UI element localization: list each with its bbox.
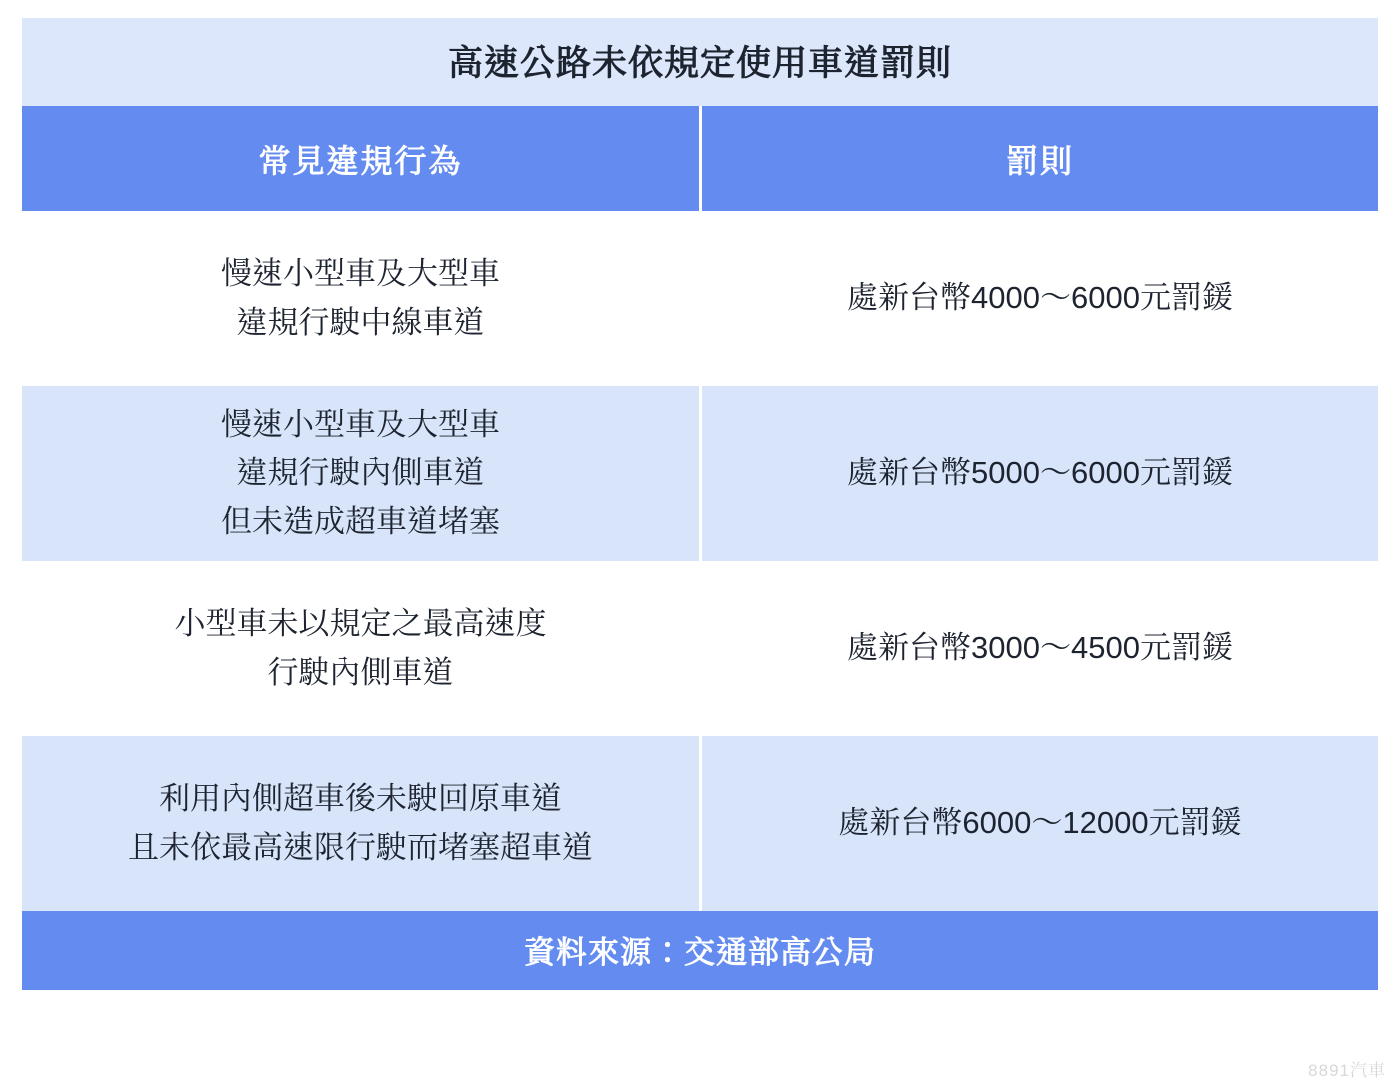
table-source-row bbox=[22, 911, 1378, 990]
behavior-line: 且未依最高速限行駛而堵塞超車道 bbox=[128, 829, 593, 865]
behavior-line: 違規行駛內側車道 bbox=[236, 455, 485, 491]
cell-behavior bbox=[22, 561, 702, 736]
cell-behavior bbox=[22, 386, 702, 561]
column-header-behavior bbox=[22, 106, 702, 211]
cell-penalty bbox=[702, 561, 1378, 736]
penalty-table bbox=[22, 18, 1378, 990]
table-title-row bbox=[22, 18, 1378, 106]
table-row bbox=[22, 561, 1378, 736]
table-row bbox=[22, 386, 1378, 561]
source-label: 資料來源：交通部高公局 bbox=[524, 935, 876, 970]
behavior-line: 慢速小型車及大型車 bbox=[221, 256, 500, 292]
penalty-text: 處新台幣6000～12000元罰鍰 bbox=[838, 805, 1242, 841]
table-row bbox=[22, 211, 1378, 386]
penalty-text: 處新台幣4000～6000元罰鍰 bbox=[847, 280, 1233, 316]
column-header-penalty-label: 罰則 bbox=[1005, 142, 1074, 179]
cell-penalty bbox=[702, 211, 1378, 386]
penalty-text: 處新台幣3000～4500元罰鍰 bbox=[847, 630, 1233, 666]
page-title: 高速公路未依規定使用車道罰則 bbox=[447, 44, 952, 83]
table-row bbox=[22, 736, 1378, 911]
behavior-line: 違規行駛中線車道 bbox=[236, 304, 485, 340]
behavior-line: 行駛內側車道 bbox=[267, 654, 454, 690]
cell-penalty bbox=[702, 736, 1378, 911]
watermark: 8891汽車 bbox=[1308, 1061, 1386, 1080]
behavior-line: 小型車未以規定之最高速度 bbox=[174, 606, 547, 642]
table-header-row bbox=[22, 106, 1378, 211]
cell-behavior bbox=[22, 736, 702, 911]
cell-behavior bbox=[22, 211, 702, 386]
column-header-penalty bbox=[702, 106, 1378, 211]
column-header-behavior-label: 常見違規行為 bbox=[258, 142, 463, 179]
penalty-text: 處新台幣5000～6000元罰鍰 bbox=[847, 455, 1233, 491]
behavior-line: 利用內側超車後未駛回原車道 bbox=[159, 781, 562, 817]
behavior-line: 但未造成超車道堵塞 bbox=[221, 503, 500, 539]
behavior-line: 慢速小型車及大型車 bbox=[221, 407, 500, 443]
cell-penalty bbox=[702, 386, 1378, 561]
